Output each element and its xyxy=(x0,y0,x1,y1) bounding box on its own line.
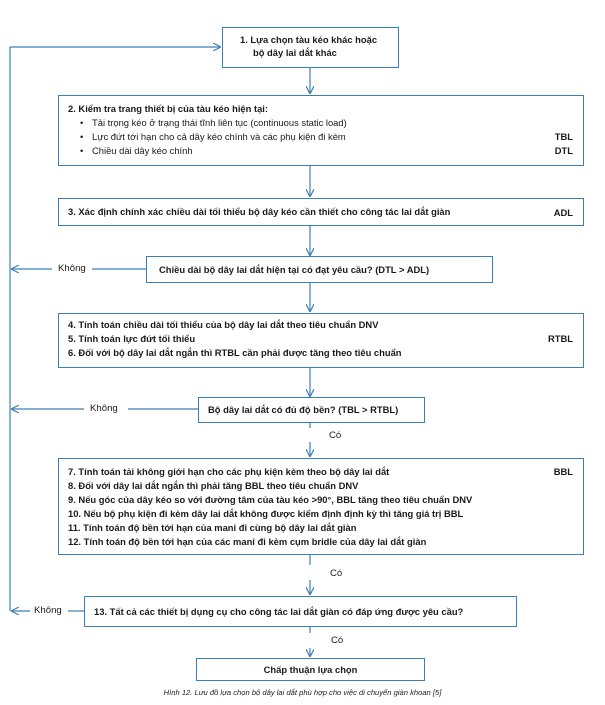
step-3-text: 3. Xác định chính xác chiều dài tối thiểu bộ dây kéo cần thiết cho công tác lai dắt giàn xyxy=(68,206,451,217)
step-2-tag-tbl: TBL xyxy=(554,131,573,142)
decision-3-yes-label: Có xyxy=(331,635,344,646)
decision-1-box xyxy=(146,256,493,283)
steps-7-12-box xyxy=(58,458,584,555)
step-1-line2: bộ dây lai dắt khác xyxy=(253,47,337,58)
final-text: Chấp thuận lựa chọn xyxy=(263,664,358,675)
step-1-line1: 1. Lựa chọn tàu kéo khác hoặc xyxy=(240,34,378,45)
decision-3-text: 13. Tất cả các thiết bị dụng cụ cho công tác lai dắt giàn có đáp ứng được yêu cầu? xyxy=(94,606,464,617)
step-8-text: 8. Đối với dây lai dắt ngắn thì phải tăng BBL theo tiêu chuẩn DNV xyxy=(68,480,359,491)
step-10-text: 10. Nếu bộ phụ kiện đi kèm dây lai dắt không được kiểm định định kỳ thì tăng giá trị BBL xyxy=(68,508,464,519)
final-box xyxy=(196,658,425,681)
step-9-text: 9. Nếu góc của dây kéo so với đường tâm của tàu kéo >90°, BBL tăng theo tiêu chuẩn DNV xyxy=(68,494,473,505)
step-2-item: • Chiều dài dây kéo chính xyxy=(92,145,193,157)
step-11-text: 11. Tính toán độ bền tới hạn của mani đi cùng bộ dây lai dắt giàn xyxy=(68,522,357,533)
decision-2-no-label: Không xyxy=(90,403,118,414)
step-2-tag-dtl: DTL xyxy=(554,145,573,156)
step-5-tag-rtbl: RTBL xyxy=(548,333,573,344)
decision-2-text: Bộ dây lai dắt có đủ độ bền? (TBL > RTBL) xyxy=(208,404,399,415)
figure-caption: Hình 12. Lưu đồ lựa chọn bộ dây lai dắt phù hợp cho việc di chuyển giàn khoan [5] xyxy=(163,688,442,697)
step-7-tag-bbl: BBL xyxy=(553,466,573,477)
step-2-title: 2. Kiểm tra trang thiết bị của tàu kéo hiện tại: xyxy=(68,103,269,114)
decision-1-text: Chiều dài bộ dây lai dắt hiện tại có đạt yêu cầu? (DTL > ADL) xyxy=(159,264,430,275)
step-12-text: 12. Tính toán độ bền tới hạn của các mani đi kèm cụm bridle của dây lai dắt giàn xyxy=(68,536,427,547)
decision-3-no-label: Không xyxy=(34,605,62,616)
box-5-yes-label: Có xyxy=(330,568,343,579)
step-3-tag-adl: ADL xyxy=(553,207,573,218)
decision-1-no-label: Không xyxy=(58,263,86,274)
step-2-box xyxy=(58,95,584,166)
step-2-item: • Lực đứt tới hạn cho cả dây kéo chính và các phụ kiện đi kèm xyxy=(92,131,346,143)
decision-2-box xyxy=(198,397,425,423)
step-2-item: • Tải trọng kéo ở trạng thái tĩnh liên tục (continuous static load) xyxy=(92,117,347,129)
step-1-box xyxy=(222,27,399,68)
step-7-text: 7. Tính toán tải không giới hạn cho các phụ kiện kèm theo bộ dây lai dắt xyxy=(68,466,390,477)
decision-3-box xyxy=(84,596,517,627)
step-5-text: 5. Tính toán lực đứt tối thiểu xyxy=(68,333,196,344)
step-3-box xyxy=(58,198,584,226)
steps-4-6-box xyxy=(58,313,584,368)
step-4-text: 4. Tính toán chiều dài tối thiểu của bộ dây lai dắt theo tiêu chuẩn DNV xyxy=(68,319,379,330)
decision-2-yes-label: Có xyxy=(329,430,342,441)
step-6-text: 6. Đối với bộ dây lai dắt ngắn thì RTBL cần phải được tăng theo tiêu chuẩn xyxy=(68,347,402,358)
